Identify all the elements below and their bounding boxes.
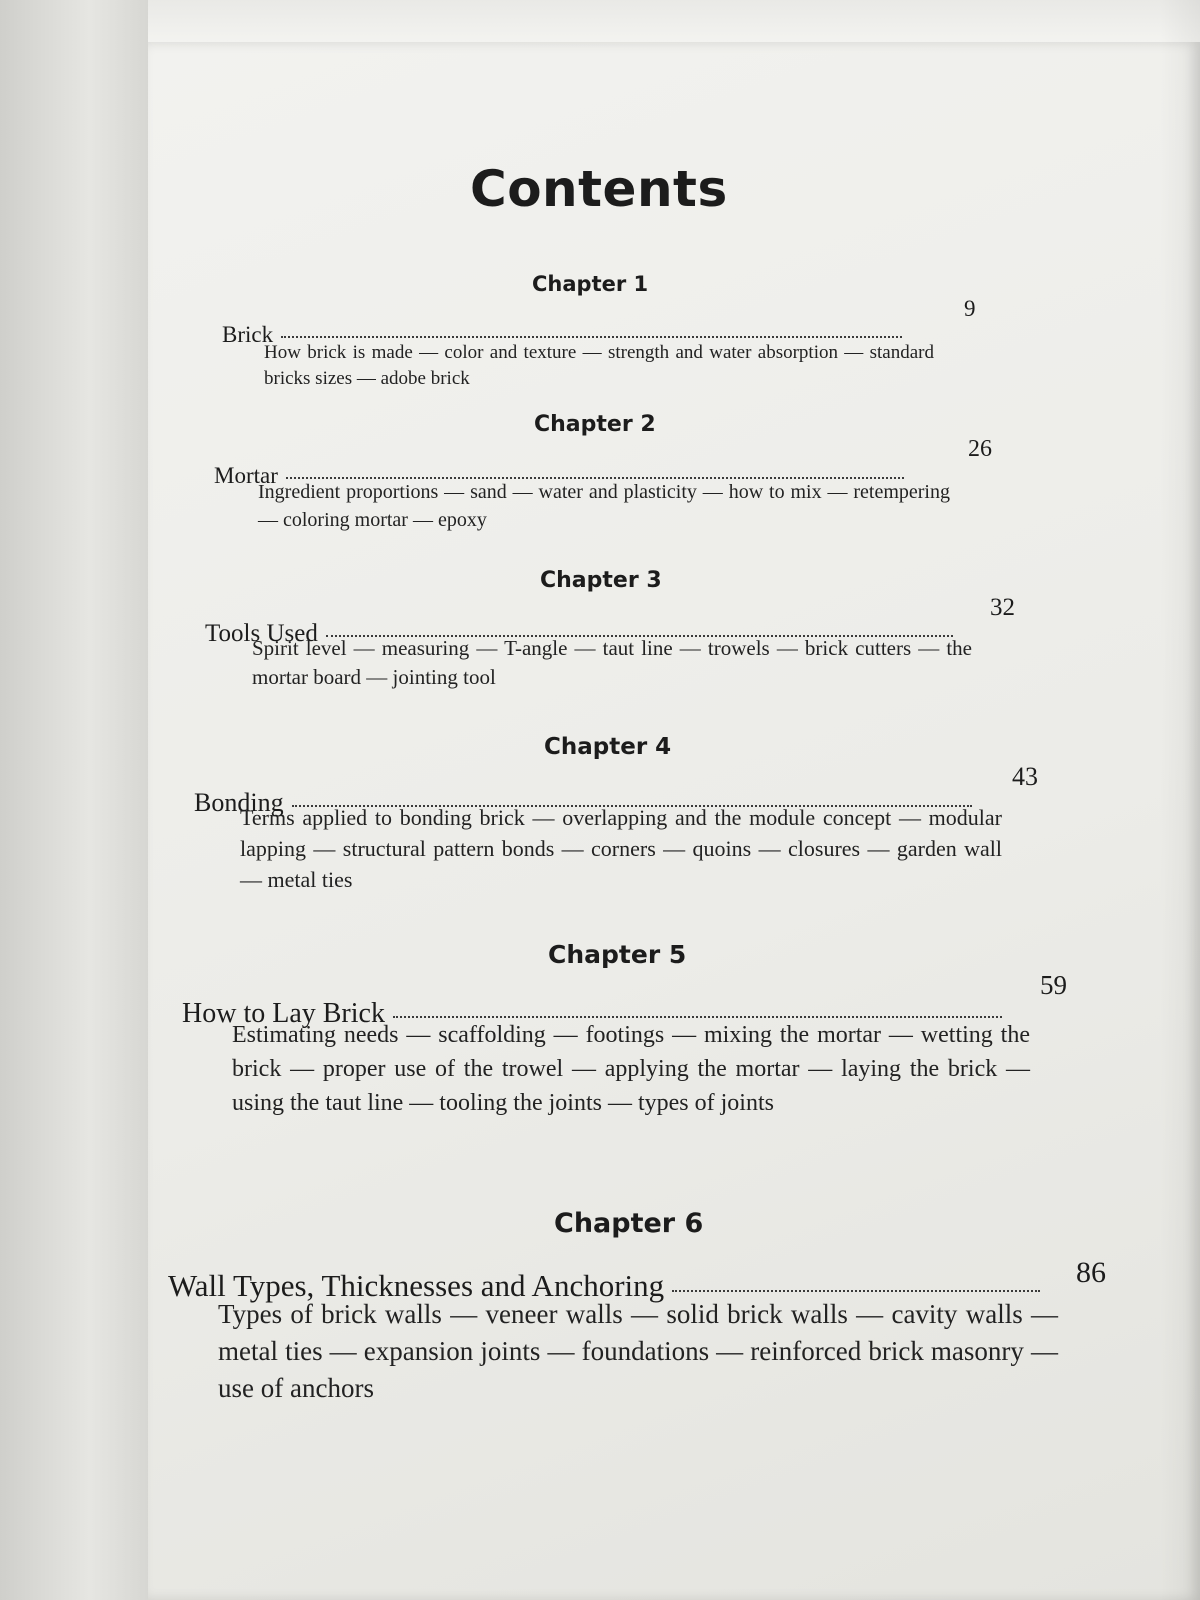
- chapter-3-page: 32: [990, 594, 1015, 621]
- page-right-shadow: [1160, 0, 1200, 1600]
- chapter-3-description: Spirit level — measuring — T-angle — taut line — trowels — brick cutters — the mortar board — jointing tool: [252, 636, 972, 689]
- page-top-strip: [148, 0, 1200, 42]
- chapter-3-title: Tools Used: [205, 620, 318, 647]
- chapter-6-page: 86: [1076, 1256, 1106, 1289]
- chapter-2-heading: Chapter 2: [534, 412, 656, 437]
- chapter-6-description: Types of brick walls — veneer walls — solid brick walls — cavity walls — metal ties — expansion joints — foundations — reinforced brick masonry — use of anchors: [218, 1299, 1058, 1403]
- chapter-5-page: 59: [1040, 970, 1067, 1000]
- chapter-1-description: How brick is made — color and texture — strength and water absorption — standard bricks sizes — adobe brick: [264, 342, 934, 389]
- chapter-4-title: Bonding: [194, 788, 284, 817]
- chapter-4-description: Terms applied to bonding brick — overlapping and the module concept — modular lapping — structural pattern bonds — corners — quoins — closures — garden wall — metal ties: [240, 805, 1002, 892]
- contents-title: Contents: [470, 160, 728, 218]
- chapter-2-description: Ingredient proportions — sand — water and plasticity — how to mix — retempering — coloring mortar — epoxy: [258, 481, 950, 531]
- chapter-1-heading: Chapter 1: [532, 272, 649, 296]
- chapter-4-heading: Chapter 4: [544, 734, 672, 760]
- chapter-2-page: 26: [968, 436, 992, 462]
- chapter-4-page: 43: [1012, 762, 1038, 791]
- chapter-5-title: How to Lay Brick: [182, 998, 385, 1029]
- chapter-2-title: Mortar: [214, 463, 278, 488]
- chapter-5-description: Estimating needs — scaffolding — footings — mixing the mortar — wetting the brick — proper use of the trowel — applying the mortar — laying the brick — using the taut line — tooling the joints — types of joints: [232, 1022, 1030, 1116]
- chapter-1-title: Brick: [222, 322, 274, 347]
- chapter-6-title: Wall Types, Thicknesses and Anchoring: [168, 1268, 665, 1303]
- dot-leader: [281, 336, 902, 338]
- chapter-3-heading: Chapter 3: [540, 568, 662, 593]
- dot-leader: [672, 1290, 1040, 1292]
- facing-page-edge: [0, 0, 150, 1600]
- chapter-1-page: 9: [964, 296, 976, 321]
- chapter-5-heading: Chapter 5: [548, 940, 687, 969]
- chapter-6-heading: Chapter 6: [554, 1208, 704, 1239]
